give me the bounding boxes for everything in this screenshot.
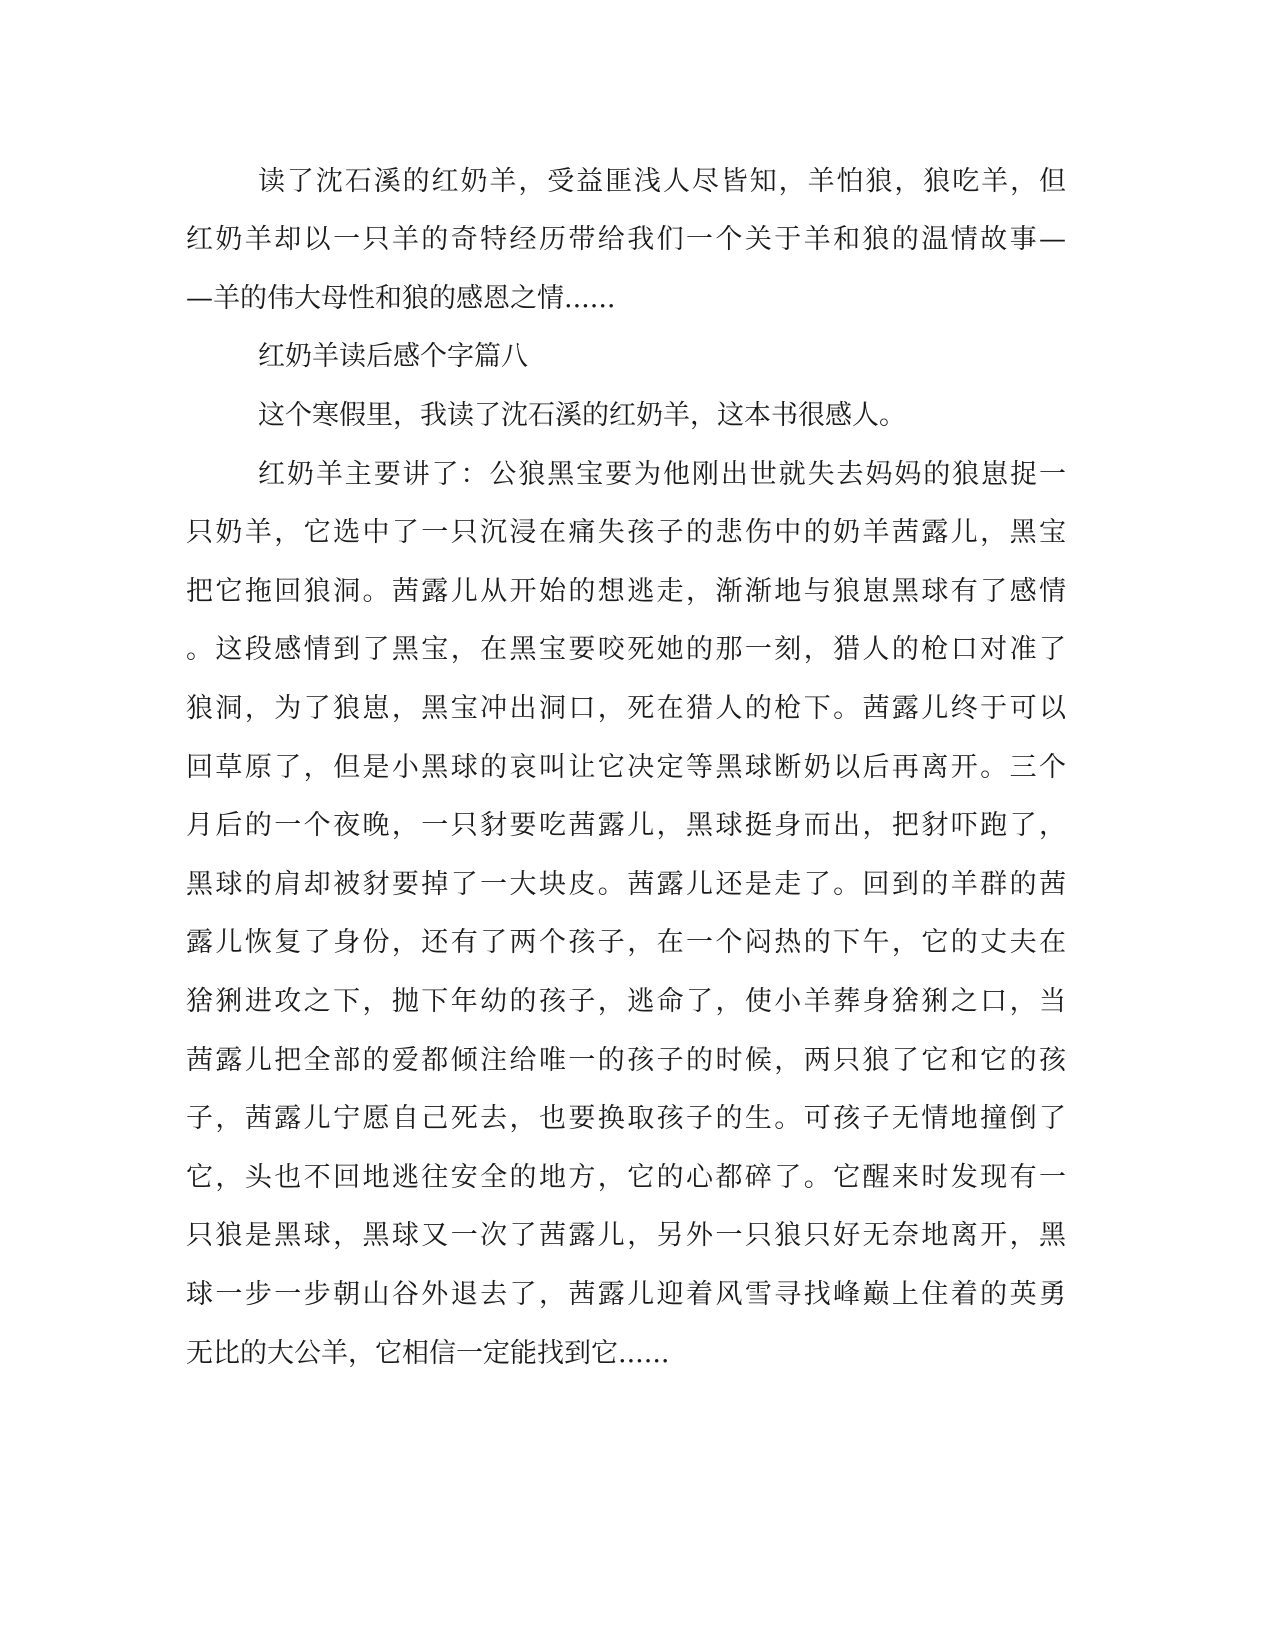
text-line: 读了沈石溪的红奶羊，受益匪浅人尽皆知，羊怕狼，狼吃羊，但 (258, 166, 1066, 197)
text-line: 猞猁进攻之下，抛下年幼的孩子，逃命了，使小羊葬身猞猁之口，当 (186, 986, 1066, 1017)
text-line: 茜露儿把全部的爱都倾注给唯一的孩子的时候，两只狼了它和它的孩 (186, 1045, 1066, 1076)
text-line: 回草原了，但是小黑球的哀叫让它决定等黑球断奶以后再离开。三个 (186, 752, 1066, 783)
text-line: 把它拖回狼洞。茜露儿从开始的想逃走，渐渐地与狼崽黑球有了感情 (186, 576, 1066, 607)
text-line: 红奶羊主要讲了：公狼黑宝要为他刚出世就失去妈妈的狼崽捉一 (258, 459, 1066, 490)
text-line: 无比的大公羊，它相信一定能找到它...... (186, 1338, 670, 1369)
text-line: —羊的伟大母性和狼的感恩之情...... (186, 283, 616, 314)
text-line: 这个寒假里，我读了沈石溪的红奶羊，这本书很感人。 (258, 400, 906, 431)
text-line: 球一步一步朝山谷外退去了，茜露儿迎着风雪寻找峰巅上住着的英勇 (186, 1279, 1066, 1310)
text-line: 露儿恢复了身份，还有了两个孩子，在一个闷热的下午，它的丈夫在 (186, 927, 1066, 958)
text-line: 红奶羊却以一只羊的奇特经历带给我们一个关于羊和狼的温情故事— (186, 224, 1066, 255)
text-line: 子，茜露儿宁愿自己死去，也要换取孩子的生。可孩子无情地撞倒了 (186, 1103, 1066, 1134)
text-line: 它，头也不回地逃往安全的地方，它的心都碎了。它醒来时发现有一 (186, 1162, 1066, 1193)
section-heading: 红奶羊读后感个字篇八 (258, 341, 528, 372)
text-line: 黑球的肩却被豺要掉了一大块皮。茜露儿还是走了。回到的羊群的茜 (186, 869, 1066, 900)
text-line: 月后的一个夜晚，一只豺要吃茜露儿，黑球挺身而出，把豺吓跑了， (186, 810, 1066, 841)
text-line: 只狼是黑球，黑球又一次了茜露儿，另外一只狼只好无奈地离开，黑 (186, 1220, 1066, 1251)
text-line: 只奶羊，它选中了一只沉浸在痛失孩子的悲伤中的奶羊茜露儿，黑宝 (186, 517, 1066, 548)
text-line: 狼洞，为了狼崽，黑宝冲出洞口，死在猎人的枪下。茜露儿终于可以 (186, 693, 1066, 724)
text-line: 。这段感情到了黑宝，在黑宝要咬死她的那一刻，猎人的枪口对准了 (186, 634, 1066, 665)
